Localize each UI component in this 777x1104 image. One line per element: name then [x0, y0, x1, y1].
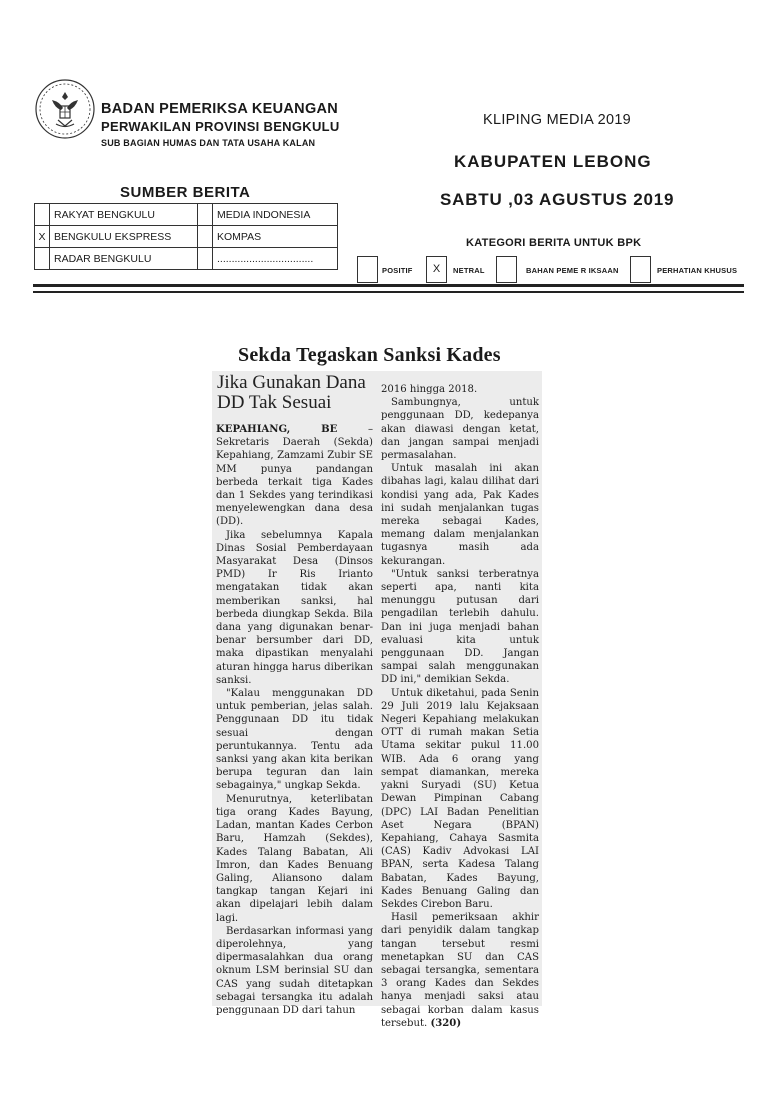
- org-branch: PERWAKILAN PROVINSI BENGKULU: [101, 119, 340, 134]
- category-label-pemeriksaan: BAHAN PEME R IKSAAN: [526, 266, 619, 275]
- kliping-title: KLIPING MEDIA 2019: [483, 112, 632, 128]
- sources-table: [34, 203, 338, 270]
- category-checkbox-perhatian[interactable]: [630, 256, 651, 283]
- category-label-netral: NETRAL: [453, 266, 485, 275]
- category-checkbox-pemeriksaan[interactable]: [496, 256, 517, 283]
- article-paragraph: "Kalau menggunakan DD untuk pemberian, jelas salah. Penggunaan DD itu tidak sesuai dengan peruntukannya. Tentu ada sanksi yang akan kita berikan berupa teguran dan lain sebagainya," ungkap Sekda.: [216, 688, 373, 792]
- article-paragraph: Berdasarkan informasi yang diperolehnya, yang dipermasalahkan dua orang oknum LSM berinsial SU dan CAS yang sudah ditetapkan sebagai tersangka itu adalah penggunaan DD dari tahun: [216, 925, 373, 1016]
- sources-title: SUMBER BERITA: [120, 184, 251, 201]
- article-dateline: KEPAHIANG, BE: [216, 424, 338, 435]
- source-right: .................................: [213, 248, 338, 270]
- article-headline: Sekda Tegaskan Sanksi Kades: [238, 344, 501, 366]
- header-divider: [33, 284, 744, 287]
- source-right: MEDIA INDONESIA: [213, 204, 338, 226]
- article-paragraph: Untuk diketahui, pada Senin 29 Juli 2019 lalu Kejaksaan Negeri Kepahiang melakukan OTT di rumah makan Setia Utama sekitar pukul 11.00 WIB. Ada 6 orang yang sempat diamankan, mereka yakni Suryadi (SU) Ketua Dewan Pimpinan Cabang (DPC) LAI Badan Penelitian Aset Negara (BPAN) Kepahiang, Cahaya Sasmita (CAS) Kadiv Advokasi LAI BPAN, serta Kadesa Talang Babatan, Kades Bayung, Kades Benuang Galing dan Sekdes Cirebon Baru.: [381, 687, 539, 910]
- article-paragraph: Jika sebelumnya Kapala Dinas Sosial Pemberdayaan Masyarakat Desa (Dinsos PMD) Ir Ris Irianto mengatakan tidak akan memberikan sanksi, hal berbeda diungkap Sekda. Bila dana yang digunakan benar-benar bersumber dari DD, maka dipastikan menyalahi aturan hingga harus diberikan sanksi.: [216, 529, 373, 686]
- garuda-emblem-icon: [34, 78, 96, 140]
- source-mark: [35, 204, 50, 226]
- source-left: RAKYAT BENGKULU: [50, 204, 198, 226]
- org-name: BADAN PEMERIKSA KEUANGAN: [101, 101, 339, 117]
- source-left: BENGKULU EKSPRESS: [50, 226, 198, 248]
- org-division: SUB BAGIAN HUMAS DAN TATA USAHA KALAN: [101, 138, 316, 148]
- source-mark: [35, 248, 50, 270]
- article-paragraph: "Untuk sanksi terberatnya seperti apa, nanti kita menunggu putusan dari pengadilan terlebih dahulu. Dan ini juga menjadi bahan evaluasi kita untuk penggunaan DD. Jangan sampai salah menggunakan DD ini," demikian Sekda.: [381, 568, 539, 686]
- publication-date: SABTU ,03 AGUSTUS 2019: [440, 190, 675, 209]
- article-paragraph: Sambungnya, untuk penggunaan DD, kedepanya akan diawasi dengan ketat, dan jangan sampai menjadi permasalahan.: [381, 397, 539, 462]
- article-subhead: Jika Gunakan Dana DD Tak Sesuai: [217, 372, 366, 413]
- source-row: [35, 226, 338, 248]
- article-paragraph: KEPAHIANG, BE – Sekretaris Daerah (Sekda) Kepahiang, Zamzami Zubir SE MM punya pandangan berbeda terkait tiga Kades dan 1 Sekdes yang terindikasi menyelewengkan dana desa (DD).: [216, 424, 373, 528]
- region-title: KABUPATEN LEBONG: [454, 152, 652, 171]
- source-row: [35, 204, 338, 226]
- category-label-perhatian: PERHATIAN KHUSUS: [657, 266, 738, 275]
- category-checkbox-positif[interactable]: [357, 256, 378, 283]
- article-column-1: [216, 423, 373, 1017]
- source-row: [35, 248, 338, 270]
- article-paragraph: Menurutnya, keterlibatan tiga orang Kades Bayung, Ladan, mantan Kades Cerbon Baru, Hamzah (Sekdes), Kades Talang Babatan, Ali Imron, dan Kades Benuang Galing, Aliansono dalam tangkap tangan Kejari ini akan dipelajari lebih dalam lagi.: [216, 793, 373, 924]
- article-paragraph: 2016 hingga 2018.: [381, 384, 478, 395]
- category-checkbox-netral[interactable]: X: [426, 256, 447, 283]
- source-left: RADAR BENGKULU: [50, 248, 198, 270]
- article-column-2: [381, 383, 539, 1030]
- article-paragraph: Untuk masalah ini akan dibahas lagi, kalau dilihat dari kondisi yang ada, Pak Kades ini sudah menjalankan tugas mereka sebagai Kades, memang dalam menjalankan tugasnya masih ada kekurangan.: [381, 463, 539, 567]
- header-divider: [33, 291, 744, 293]
- article-paragraph: Hasil pemeriksaan akhir dari penyidik dalam tangkap tangan tersebut resmi menetapkan SU dan CAS sebagai tersangka, sementara 3 orang Kades dan Sekdes hanya menjadi saksi atau sebagai korban dalam kasus tersebut. (320): [381, 912, 539, 1029]
- source-mark: X: [35, 226, 50, 248]
- article-signature: (320): [430, 1017, 462, 1029]
- source-right: KOMPAS: [213, 226, 338, 248]
- category-label-positif: POSITIF: [382, 266, 413, 275]
- category-title: KATEGORI BERITA UNTUK BPK: [466, 237, 642, 249]
